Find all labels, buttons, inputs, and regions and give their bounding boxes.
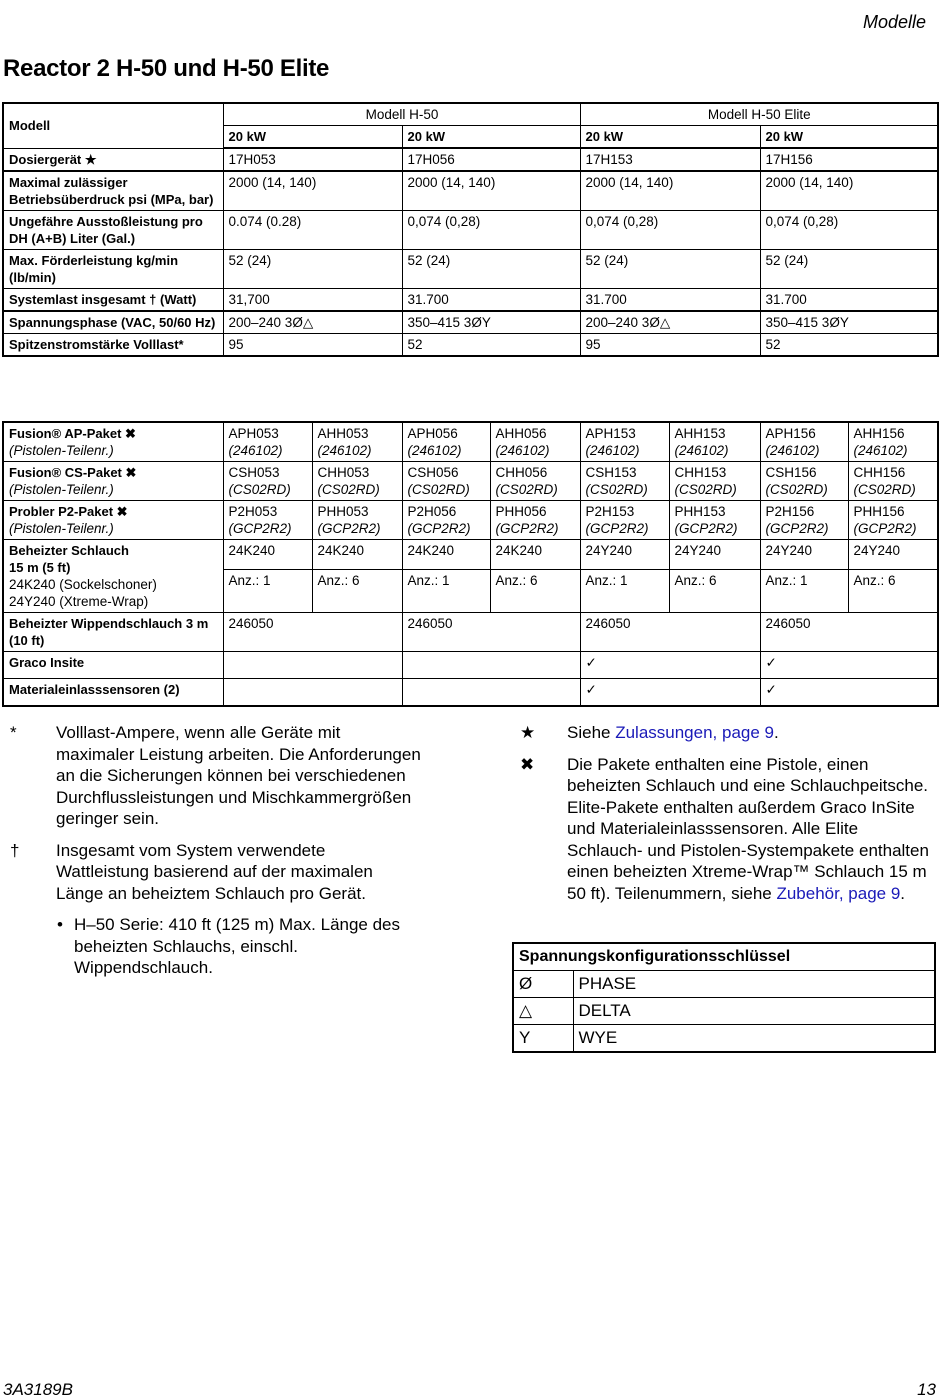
table-cell: Anz.: 6 bbox=[490, 570, 580, 613]
key-name: WYE bbox=[573, 1025, 935, 1053]
table-cell: Anz.: 1 bbox=[402, 570, 490, 613]
table-cell: PHH056 (GCP2R2) bbox=[490, 501, 580, 540]
table-cell: CHH153 (CS02RD) bbox=[669, 462, 760, 501]
table-cell: CSH053 (CS02RD) bbox=[223, 462, 312, 501]
table-cell: 52 bbox=[402, 334, 580, 357]
table-cell: P2H156 (GCP2R2) bbox=[760, 501, 848, 540]
table-cell: P2H056 (GCP2R2) bbox=[402, 501, 490, 540]
table-cell bbox=[402, 652, 580, 679]
table-cell: 31,700 bbox=[223, 289, 402, 312]
row-label: Beheizter Schlauch 15 m (5 ft) 24K240 (Sockelschoner) 24Y240 (Xtreme-Wrap) bbox=[3, 540, 223, 613]
table-row bbox=[3, 679, 938, 706]
table-cell: 246050 bbox=[223, 613, 402, 652]
table-cell: 2000 (14, 140) bbox=[402, 171, 580, 211]
table-cell: CHH156 (CS02RD) bbox=[848, 462, 938, 501]
table-cell: 2000 (14, 140) bbox=[760, 171, 938, 211]
table-cell: 17H153 bbox=[580, 148, 760, 171]
table-cell: 24Y240 bbox=[669, 540, 760, 570]
table-cell: Anz.: 1 bbox=[580, 570, 669, 613]
table-row bbox=[3, 540, 938, 570]
table-cell: PHH053 (GCP2R2) bbox=[312, 501, 402, 540]
table-cell: 0,074 (0,28) bbox=[760, 211, 938, 250]
row-label: Beheizter Wippendschlauch 3 m (10 ft) bbox=[3, 613, 223, 652]
table-cell: AHH053 (246102) bbox=[312, 422, 402, 462]
dagger-icon: † bbox=[10, 840, 20, 860]
table-cell: APH053 (246102) bbox=[223, 422, 312, 462]
table-row bbox=[3, 289, 938, 312]
table-row bbox=[3, 501, 938, 540]
table-cell: AHH153 (246102) bbox=[669, 422, 760, 462]
table-cell: 17H053 bbox=[223, 148, 402, 171]
spec-table bbox=[2, 102, 939, 357]
table-cell: CHH053 (CS02RD) bbox=[312, 462, 402, 501]
table-cell: 200–240 3Ø△ bbox=[223, 311, 402, 334]
footnotes-right bbox=[512, 722, 936, 914]
table-cell: Anz.: 6 bbox=[669, 570, 760, 613]
key-table-title: Spannungskonfigurationsschlüssel bbox=[513, 943, 935, 971]
table-cell: AHH156 (246102) bbox=[848, 422, 938, 462]
key-symbol: Y bbox=[513, 1025, 573, 1053]
star-icon: ★ bbox=[520, 723, 536, 742]
group-header-h50: Modell H-50 bbox=[223, 103, 580, 126]
table-row bbox=[3, 171, 938, 211]
row-label: Fusion® CS-Paket ✖ (Pistolen-Teilenr.) bbox=[3, 462, 223, 501]
table-cell: 52 bbox=[760, 334, 938, 357]
page-title: Reactor 2 H-50 und H-50 Elite bbox=[3, 55, 330, 82]
row-label: Fusion® AP-Paket ✖ (Pistolen-Teilenr.) bbox=[3, 422, 223, 462]
check-icon: ✓ bbox=[760, 679, 938, 706]
table-row bbox=[3, 462, 938, 501]
table-cell: 95 bbox=[580, 334, 760, 357]
table-row bbox=[3, 250, 938, 289]
check-icon: ✓ bbox=[580, 652, 760, 679]
table-cell: CSH156 (CS02RD) bbox=[760, 462, 848, 501]
link-zubehoer[interactable]: Zubehör, page 9 bbox=[776, 883, 901, 903]
footnote-cross: ✖ Die Pakete enthalten eine Pistole, einen beheizten Schlauch und eine Schlauchpeitsche. Elite-Pakete enthalten außerdem Graco InSite und Materialeinlasssensoren. Alle Elite Schlauch- und Pistolen-Systempakete enthalten einen beheizten Xtreme-Wrap™ Schlauch 15 m 50 ft). Teilenummern, siehe Zubehör, page 9. bbox=[520, 754, 929, 903]
table-cell: APH056 (246102) bbox=[402, 422, 490, 462]
table-cell: APH153 (246102) bbox=[580, 422, 669, 462]
table-row bbox=[3, 652, 938, 679]
table-cell: 24K240 bbox=[312, 540, 402, 570]
package-table bbox=[2, 421, 939, 707]
table-cell: 52 (24) bbox=[580, 250, 760, 289]
table-cell: PHH153 (GCP2R2) bbox=[669, 501, 760, 540]
table-cell: 246050 bbox=[580, 613, 760, 652]
table-cell bbox=[223, 679, 402, 706]
table-row bbox=[3, 148, 938, 171]
table-cell: 24Y240 bbox=[848, 540, 938, 570]
table-cell bbox=[223, 652, 402, 679]
table-cell: 31.700 bbox=[760, 289, 938, 312]
table-cell: Anz.: 1 bbox=[760, 570, 848, 613]
table-cell: 0,074 (0,28) bbox=[402, 211, 580, 250]
table-cell: 52 (24) bbox=[223, 250, 402, 289]
table-cell: PHH156 (GCP2R2) bbox=[848, 501, 938, 540]
link-zulassungen[interactable]: Zulassungen, page 9 bbox=[615, 723, 774, 742]
table-cell: Anz.: 1 bbox=[223, 570, 312, 613]
table-row bbox=[3, 211, 938, 250]
table-row bbox=[3, 613, 938, 652]
footnote-dagger: † Insgesamt vom System verwendete Wattleistung basierend auf der maximalen Länge an beheiztem Schlauch pro Gerät. bbox=[10, 840, 373, 903]
table-cell: 2000 (14, 140) bbox=[580, 171, 760, 211]
footnote-bullet: • H–50 Serie: 410 ft (125 m) Max. Länge des beheizten Schlauchs, einschl. Wippendschlauch. bbox=[57, 915, 401, 977]
key-name: PHASE bbox=[573, 971, 935, 998]
footnotes-left bbox=[2, 722, 422, 979]
table-cell: 95 bbox=[223, 334, 402, 357]
table-cell: 52 (24) bbox=[760, 250, 938, 289]
table-cell: 17H056 bbox=[402, 148, 580, 171]
table-cell bbox=[402, 679, 580, 706]
table-cell: 350–415 3ØY bbox=[402, 311, 580, 334]
model-header: Modell bbox=[3, 103, 223, 148]
row-label: Probler P2-Paket ✖ (Pistolen-Teilenr.) bbox=[3, 501, 223, 540]
row-label: Maximal zulässiger Betriebsüberdruck psi (MPa, bar) bbox=[3, 171, 223, 211]
check-icon: ✓ bbox=[580, 679, 760, 706]
table-row bbox=[513, 998, 935, 1025]
check-icon: ✓ bbox=[760, 652, 938, 679]
power-header: 20 kW bbox=[223, 126, 402, 149]
voltage-key-table bbox=[512, 942, 936, 1053]
bullet-icon: • bbox=[57, 915, 63, 934]
table-cell: 0.074 (0.28) bbox=[223, 211, 402, 250]
footnote-star: ★ Siehe Zulassungen, page 9. bbox=[520, 723, 779, 742]
table-cell: Anz.: 6 bbox=[312, 570, 402, 613]
power-header: 20 kW bbox=[580, 126, 760, 149]
row-label: Spitzenstromstärke Volllast* bbox=[3, 334, 223, 357]
document-number: 3A3189B bbox=[3, 1380, 73, 1399]
table-row bbox=[3, 334, 938, 357]
footnote-asterisk: * Volllast-Ampere, wenn alle Geräte mit maximaler Leistung arbeiten. Die Anforderungen an die Sicherungen können bei verschiedenen Durchflussleistungen und Mischkammergrößen geringer sein. bbox=[10, 723, 421, 828]
row-label: Graco Insite bbox=[3, 652, 223, 679]
table-cell: AHH056 (246102) bbox=[490, 422, 580, 462]
page-section-header: Modelle bbox=[862, 12, 926, 32]
group-header-h50-elite: Modell H-50 Elite bbox=[580, 103, 938, 126]
table-cell: 52 (24) bbox=[402, 250, 580, 289]
table-cell: 2000 (14, 140) bbox=[223, 171, 402, 211]
table-cell: 24Y240 bbox=[580, 540, 669, 570]
table-cell: 24K240 bbox=[402, 540, 490, 570]
row-label: Spannungsphase (VAC, 50/60 Hz) bbox=[3, 311, 223, 334]
page-number: 13 bbox=[917, 1380, 936, 1399]
table-cell: CSH153 (CS02RD) bbox=[580, 462, 669, 501]
table-cell: 24Y240 bbox=[760, 540, 848, 570]
key-symbol: △ bbox=[513, 998, 573, 1025]
row-label: Materialeinlasssensoren (2) bbox=[3, 679, 223, 706]
cross-icon: ✖ bbox=[520, 754, 535, 774]
table-cell: 350–415 3ØY bbox=[760, 311, 938, 334]
asterisk-icon: * bbox=[10, 723, 17, 742]
table-cell: 200–240 3Ø△ bbox=[580, 311, 760, 334]
power-header: 20 kW bbox=[402, 126, 580, 149]
table-cell: 31.700 bbox=[402, 289, 580, 312]
table-cell: 246050 bbox=[402, 613, 580, 652]
table-cell: 24K240 bbox=[223, 540, 312, 570]
table-row bbox=[3, 422, 938, 462]
table-row bbox=[513, 1025, 935, 1053]
table-cell: 246050 bbox=[760, 613, 938, 652]
key-name: DELTA bbox=[573, 998, 935, 1025]
table-cell: CSH056 (CS02RD) bbox=[402, 462, 490, 501]
row-label: Systemlast insgesamt † (Watt) bbox=[3, 289, 223, 312]
row-label: Ungefähre Ausstoßleistung pro DH (A+B) Liter (Gal.) bbox=[3, 211, 223, 250]
table-cell: Anz.: 6 bbox=[848, 570, 938, 613]
table-cell: 17H156 bbox=[760, 148, 938, 171]
table-cell: APH156 (246102) bbox=[760, 422, 848, 462]
row-label: Max. Förderleistung kg/min (lb/min) bbox=[3, 250, 223, 289]
table-cell: P2H053 (GCP2R2) bbox=[223, 501, 312, 540]
table-cell: 24K240 bbox=[490, 540, 580, 570]
key-symbol: Ø bbox=[513, 971, 573, 998]
table-cell: P2H153 (GCP2R2) bbox=[580, 501, 669, 540]
table-row bbox=[3, 311, 938, 334]
row-label: Dosiergerät ★ bbox=[3, 148, 223, 171]
table-cell: 0,074 (0,28) bbox=[580, 211, 760, 250]
table-cell: CHH056 (CS02RD) bbox=[490, 462, 580, 501]
table-cell: 31.700 bbox=[580, 289, 760, 312]
table-row bbox=[513, 971, 935, 998]
power-header: 20 kW bbox=[760, 126, 938, 149]
